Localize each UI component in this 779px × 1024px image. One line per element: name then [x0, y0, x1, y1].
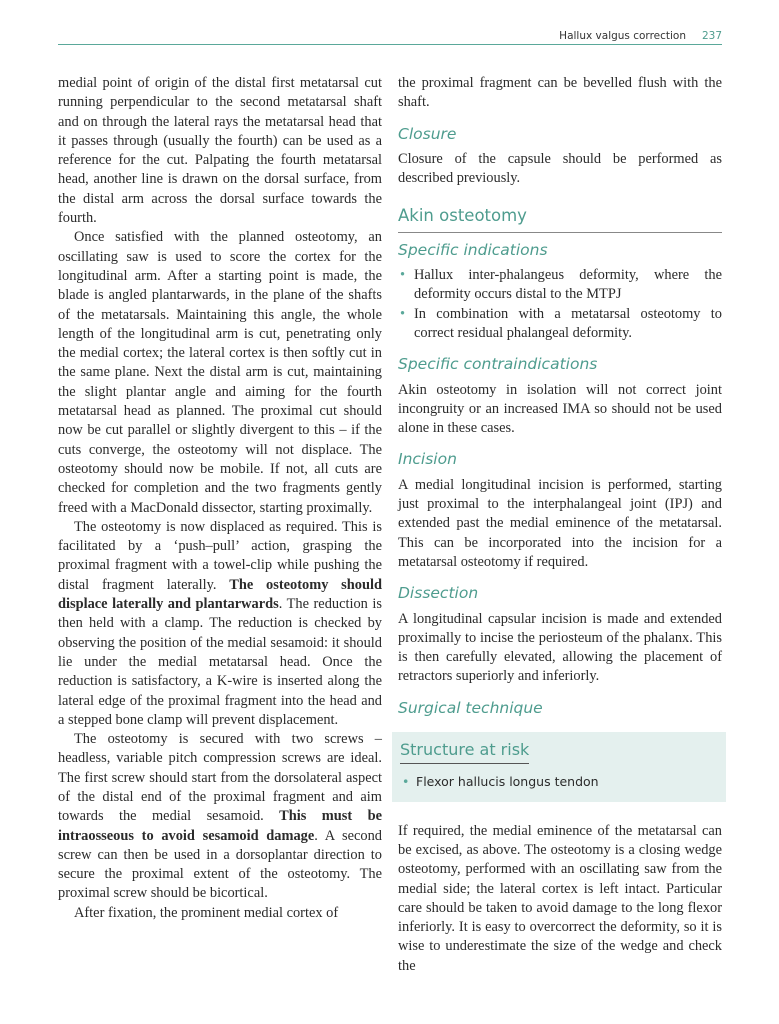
text: . A second screw can then be used in a dorsoplantar direction to secure the proximal extent of the osteotomy. The proximal screw should be bicortical.	[58, 827, 382, 902]
paragraph: the proximal fragment can be bevelled flush with the shaft.	[398, 75, 722, 111]
text: The osteotomy is now displaced as required. This is facilitated by a ‘push–pull’ action, grasping the proximal fragment with a towel-clip while pushing the distal fragment laterally.	[58, 518, 382, 593]
running-title: Hallux valgus correction	[559, 30, 686, 42]
text: . The reduction is then held with a clamp. The reduction is checked by observing the position of the medial sesamoid: it should lie under the medial metatarsal head. Once the reduction is satisfactory, a K-wire is inserted along the lateral edge of the proximal fragment into the head and a stepped bone clamp will prevent displacement.	[58, 596, 383, 728]
text: The osteotomy is secured with two screws – headless, variable pitch compression screws are ideal. The first screw should start from the dorsolateral aspect of the distal end of the proximal fragment and aim towards the medial sesamoid.	[58, 731, 382, 825]
list-item: • Hallux inter-phalangeus deformity, where the deformity occurs distal to the MTPJ	[398, 266, 722, 305]
left-column	[58, 74, 382, 923]
bold-emphasis: This must be intraosseous to avoid sesamoid damage	[58, 808, 382, 844]
paragraph: Closure of the capsule should be performed as described previously.	[398, 150, 722, 187]
paragraph: After fixation, the prominent medial cortex of	[74, 904, 339, 921]
structure-at-risk-box	[392, 732, 726, 802]
subheading-closure: Closure	[398, 124, 457, 143]
right-column	[398, 74, 722, 976]
risk-list	[400, 772, 716, 791]
paragraph	[58, 518, 382, 730]
indications-list	[398, 266, 722, 343]
subheading-contraindications: Specific contraindications	[398, 355, 598, 374]
subheading-indications: Specific indications	[398, 240, 548, 259]
box-title: Structure at risk	[400, 740, 529, 764]
paragraph: A longitudinal capsular incision is made and extended proximally to incise the periosteum of the phalanx. This is then carefully elevated, allowing the placement of retractors superiorly and inferiorly.	[398, 610, 722, 685]
paragraph: Once satisfied with the planned osteotomy, an oscillating saw is used to score the cortex for the longitudinal arm. After a starting point is made, the blade is angled plantarwards, in the plane of the shafts of the metatarsals. Maintaining this angle, the whole length of the longitudinal arm is cut, penetrating only the medial cortex; the lateral cortex is then softly cut in the same plane. Next the distal arm is cut, maintaining the slight plantar angle and aiming for the fourth metatarsal head as planned. The proximal cut should now be cut parallel or slightly divergent to this – if the cuts converge, the osteotomy will not displace. The osteotomy should now be mobile. If not, all cuts are checked for completion and the two fragments gently freed with a MacDonald dissector, starting proximally.	[58, 229, 382, 516]
bold-emphasis: The osteotomy should displace laterally and plantarwards	[58, 576, 382, 613]
paragraph: If required, the medial eminence of the metatarsal can be excised, as above. The osteotomy is a closing wedge osteotomy, performed with an oscillating saw from the medial side; the lateral cortex is left intact. Particular care should be taken to avoid damage to the long flexor inferiorly. It is easy to overcorrect the deformity, so it is wise to underestimate the size of the wedge and check the	[398, 822, 722, 974]
page-number: 237	[701, 30, 722, 42]
paragraph	[58, 730, 382, 904]
subheading-dissection: Dissection	[398, 584, 479, 603]
list-item: • Flexor hallucis longus tendon	[400, 772, 716, 791]
list-item: • In combination with a metatarsal osteotomy to correct residual phalangeal deformity.	[398, 305, 722, 344]
subheading-incision: Incision	[398, 450, 457, 469]
paragraph: medial point of origin of the distal first metatarsal cut running perpendicular to the second metatarsal shaft and on through the lateral rays the metatarsal head that it passes through (usually the fourth) can be used as a reference for the cut. Palpating the fourth metatarsal head, another line is drawn on the dorsal surface, from the distal arm across the dorsal surface towards the fourth.	[58, 75, 382, 227]
running-header	[58, 28, 722, 45]
paragraph: Akin osteotomy in isolation will not correct joint incongruity or an increased IMA so should not be used alone in these cases.	[398, 381, 722, 437]
section-heading: Akin osteotomy	[398, 206, 722, 232]
subheading-technique: Surgical technique	[398, 698, 543, 717]
paragraph: A medial longitudinal incision is performed, starting just proximal to the interphalangeal joint (IPJ) and extended past the medial eminence of the metatarsal. This can be incorporated into the incision for a metatarsal osteotomy if required.	[398, 476, 722, 570]
